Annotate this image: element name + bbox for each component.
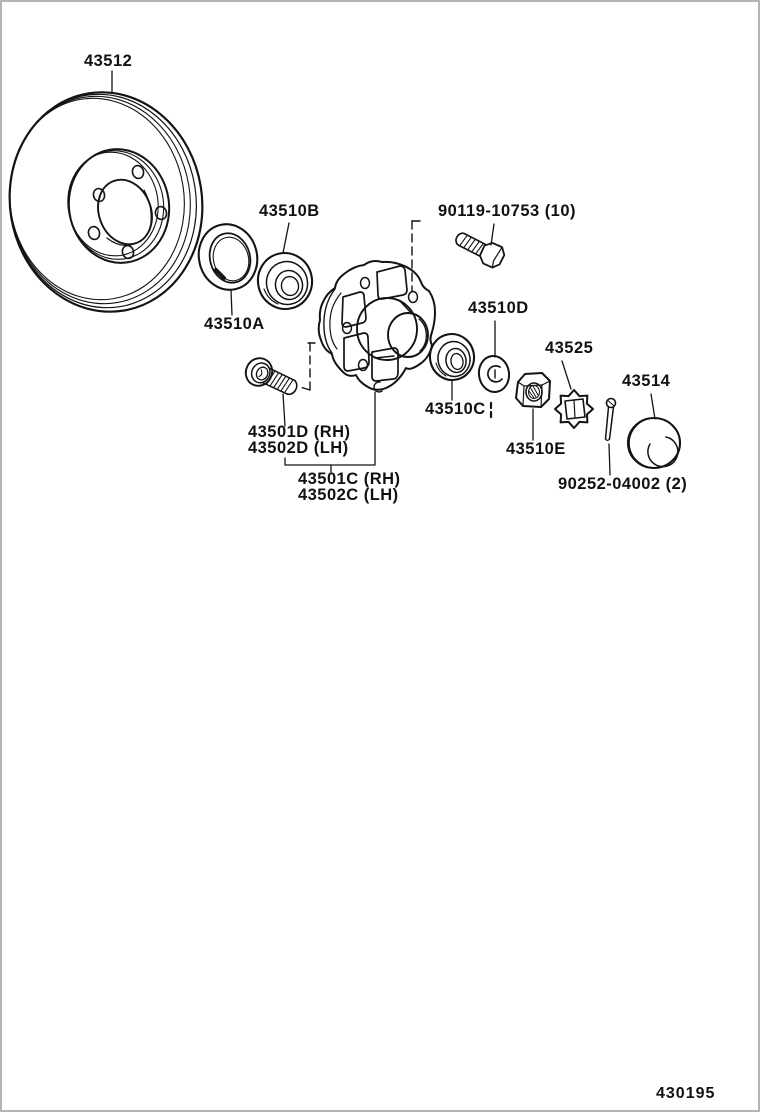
leader-lines: [112, 71, 655, 475]
part-label-43510D: 43510D: [468, 298, 529, 317]
part-label-43510A: 43510A: [204, 314, 265, 333]
part-label-43514: 43514: [622, 371, 671, 390]
exploded-parts-diagram: [2, 2, 760, 1112]
nut-retainer-drawing: [555, 390, 593, 428]
figure-number: 430195: [656, 1085, 716, 1102]
brake-disc-drawing: [2, 78, 218, 325]
part-label-43510C: 43510C: [425, 399, 486, 418]
dashed-guide-lines: [300, 221, 420, 390]
wheel-stud-drawing: [241, 354, 302, 403]
part-label-43502C-lh: 43502C (LH): [298, 485, 399, 504]
outer-bearing-drawing: [253, 248, 317, 314]
part-label-90119-10753: 90119-10753 (10): [438, 201, 576, 220]
part-label-43510B: 43510B: [259, 201, 320, 220]
cotter-pin-drawing: [606, 399, 616, 441]
part-label-43512: 43512: [84, 51, 133, 70]
part-label-43525: 43525: [545, 338, 594, 357]
part-label-43501C-rh: 43501C (RH): [298, 469, 401, 488]
inner-bearing-drawing: [426, 331, 477, 384]
lock-washer-drawing: [477, 354, 512, 394]
part-label-43501D-rh: 43501D (RH): [248, 422, 351, 441]
part-label-43502D-lh: 43502D (LH): [248, 438, 349, 457]
oil-seal-drawing: [192, 218, 264, 296]
part-label-90252-04002: 90252-04002 (2): [558, 474, 688, 493]
part-label-43510E: 43510E: [506, 439, 566, 458]
axle-hub-drawing: [319, 261, 435, 392]
hub-bolt-drawing: [452, 227, 507, 270]
lock-nut-drawing: [516, 373, 550, 407]
disc-center-bore: [89, 172, 160, 252]
grease-cap-drawing: [628, 418, 680, 468]
